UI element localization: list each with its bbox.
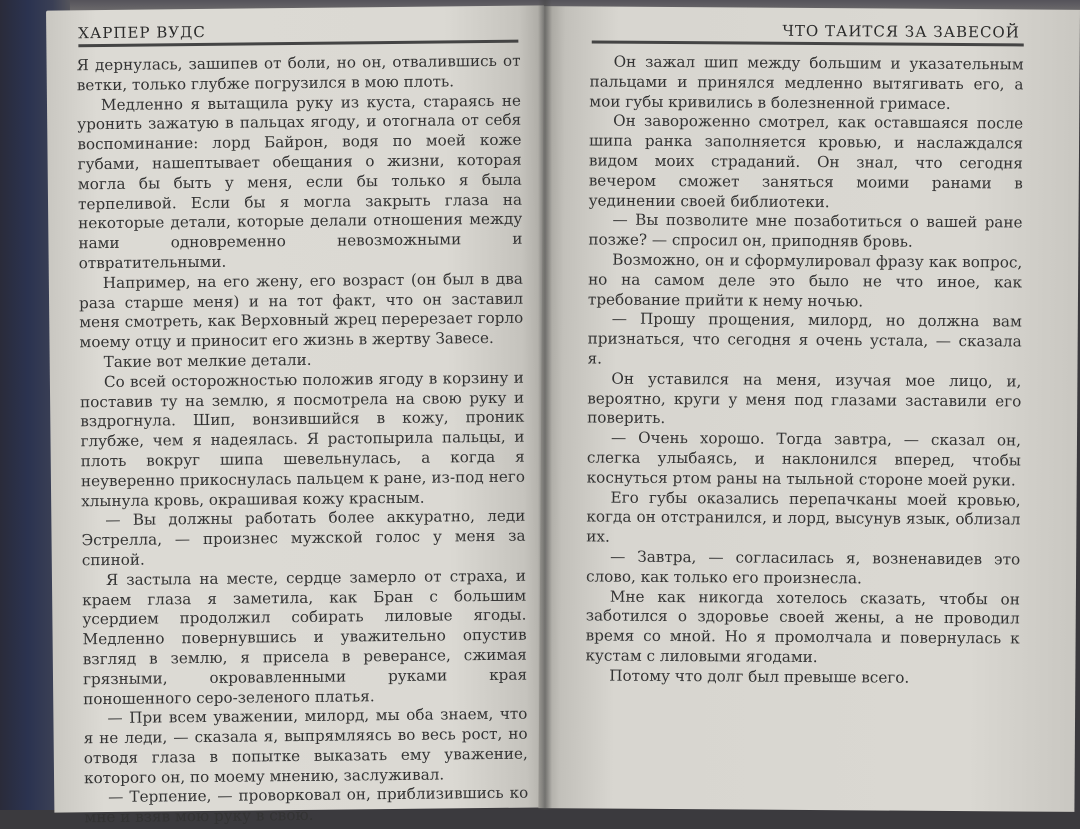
left-page-text — [76, 52, 528, 829]
paragraph: Например, на его жену, его возраст (он был в два раза старше меня) и на тот факт, что он заставил меня смотреть, как Верховный жрец перерезает горло моему отцу и приносит его жизнь в жертву Завесе. — [78, 269, 524, 352]
paragraph: Потому что долг был превыше всего. — [609, 666, 910, 687]
paragraph: Я дернулась, зашипев от боли, но он, отвалившись от ветки, только глубже погрузился в мою плоть. — [76, 51, 521, 95]
paragraph: Со всей осторожностью положив ягоду в корзину и поставив ту на землю, я посмотрела на свою руку и вздрогнула. Шип, вонзившийся в кожу, проник глубже, чем я надеялась. Я растопырила пальцы, и плоть вокруг шипа шевельнулась, а когда я неуверенно прикоснулась пальцем к ране, из-под него хлынула кровь, окрашивая кожу красным. — [80, 368, 526, 510]
paragraph: Я застыла на месте, сердце замерло от страха, и краем глаза я заметила, как Бран с большим усердием продолжил собирать лиловые ягоды. Медленно повернувшись и уважительно опустив взгляд в землю, я присела в реверансе, сжимая грязными, окровавленными руками края поношенного серо-зеленого платья. — [82, 566, 528, 708]
paragraph: — Прошу прощения, милорд, но должна вам признаться, что сегодня я очень устала, — сказала я. — [587, 309, 1022, 368]
paragraph: — Вы позволите мне позаботиться о вашей ране позже? — спросил он, приподняв бровь. — [588, 210, 1023, 251]
right-page-text — [585, 52, 1023, 689]
paragraph: — При всем уважении, милорд, мы оба знаем, что я не леди, — сказала я, выпрямляясь во весь рост, но отводя глаза в попытке выказать ему уважение, которого он, по моему мнению, заслуживал. — [83, 704, 528, 787]
right-header-rule — [592, 40, 1024, 46]
book-gutter — [538, 0, 552, 810]
paragraph: — Очень хорошо. Тогда завтра, — сказал он, слегка улыбаясь, и наклонился вперед, чтобы коснуться ртом раны на тыльной стороне моей руки. — [586, 428, 1022, 490]
paragraph: — Завтра, — согласилась я, возненавидев это слово, как только его произнесла. — [585, 547, 1021, 588]
left-running-head: ХАРПЕР ВУДС — [78, 22, 206, 43]
paragraph: Возможно, он и сформулировал фразу как вопрос, но на самом деле это было не что иное, как требование прийти к нему ночью. — [587, 250, 1023, 310]
paragraph: Его губы оказались перепачканы моей кровью, когда он отстранился, и лорд, высунув язык, облизал их. — [586, 488, 1021, 546]
left-page — [46, 5, 552, 827]
paragraph: Он завороженно смотрел, как оставшаяся после шипа ранка заполняется кровью, и наслаждался видом моих страданий. Он знал, что сегодня вечером сможет заняться моими ранами в уединении своей библиотеки. — [588, 112, 1024, 211]
right-page — [538, 6, 1080, 812]
paragraph: Мне как никогда хотелось сказать, чтобы он заботился о здоровье своей жены, а не проводил время со мной. Но я промолчала и повернулась к кустам с лиловыми ягодами. — [585, 587, 1020, 666]
paragraph: Он зажал шип между большим и указательным пальцами и принялся медленно вытягивать его, а мои губы кривились в болезненной гримасе. — [589, 52, 1024, 113]
paragraph: — Терпение, — проворковал он, приблизившись ко мне и взяв мою руку в свою. — [84, 784, 529, 827]
paragraph: Он уставился на меня, изучая мое лицо, и, вероятно, круги у меня под глазами заставили его поверить. — [587, 369, 1022, 428]
right-running-head: ЧТО ТАИТСЯ ЗА ЗАВЕСОЙ — [782, 21, 1020, 42]
paragraph: Медленно я вытащила руку из куста, стараясь не уронить зажатую в пальцах ягоду, и отогнала от себя воспоминание: лорд Байрон, водя по моей коже губами, нашептывает обещания о жизни, которая могла бы быть у меня, если бы только я была терпеливой. Если бы я могла закрыть глаза на некоторые детали, которые делали отношения между нами одновременно невозможными и отвратительными. — [77, 91, 523, 273]
paragraph: — Вы должны работать более аккуратно, леди Эстрелла, — произнес мужской голос у меня за спиной. — [81, 506, 526, 570]
paragraph: Такие вот мелкие детали. — [103, 350, 312, 371]
